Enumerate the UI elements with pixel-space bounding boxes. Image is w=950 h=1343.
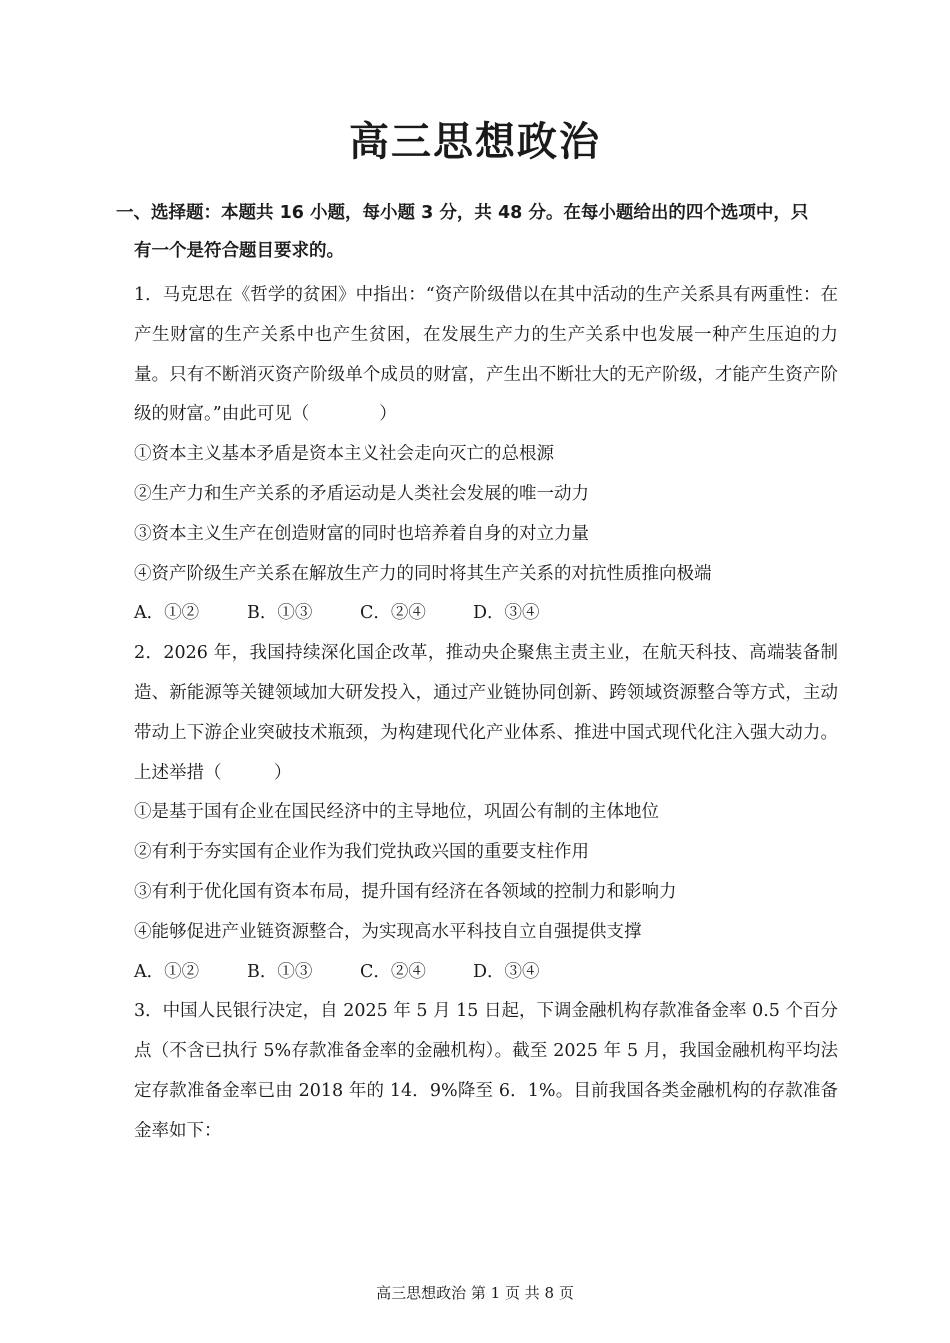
question-1-option-2: ②生产力和生产关系的矛盾运动是人类社会发展的唯一动力 xyxy=(134,483,589,504)
question-3 xyxy=(134,992,838,1151)
choice-a: A．①② xyxy=(134,961,200,982)
choice-d: D．③④ xyxy=(473,603,540,624)
question-1-stem: 1．马克思在《哲学的贫困》中指出：“资产阶级借以在其中活动的生产关系具有两重性：在产生财富的生产关系中也产生贫困，在发展生产力的生产关系中也发展一种产生压迫的力量。只有不断消灭资产阶级单个成员的财富，产生出不断壮大的无产阶级，才能产生资产阶级的财富。”由此可见（ ） xyxy=(134,285,838,425)
choice-b: B．①③ xyxy=(247,961,313,982)
question-1 xyxy=(134,276,838,634)
section-header xyxy=(116,194,846,270)
question-1-choices xyxy=(134,594,838,634)
choice-b: B．①③ xyxy=(247,603,313,624)
question-2-option-3: ③有利于优化国有资本布局，提升国有经济在各领域的控制力和影响力 xyxy=(134,881,677,902)
question-2-option-4: ④能够促进产业链资源整合，为实现高水平科技自立自强提供支撑 xyxy=(134,921,642,942)
choice-c: C．②④ xyxy=(360,961,426,982)
choice-d: D．③④ xyxy=(473,961,540,982)
question-1-option-4: ④资产阶级生产关系在解放生产力的同时将其生产关系的对抗性质推向极端 xyxy=(134,563,712,584)
question-2-option-1: ①是基于国有企业在国民经济中的主导地位，巩固公有制的主体地位 xyxy=(134,802,659,823)
question-3-stem: 3．中国人民银行决定，自 2025 年 5 月 15 日起，下调金融机构存款准备金率 0.5 个百分点（不含已执行 5%存款准备金率的金融机构）。截至 2025 年 5 月，我国金融机构平均法定存款准备金率已由 2018 年的 14．9%降至 6．1%。目前我国各类金融机构的存款准备金率如下： xyxy=(134,1001,838,1141)
page-footer: 高三思想政治 第 1 页 共 8 页 xyxy=(376,1284,574,1302)
question-1-option-1: ①资本主义基本矛盾是资本主义社会走向灭亡的总根源 xyxy=(134,444,554,465)
page-title: 高三思想政治 xyxy=(349,119,601,165)
section-header-line2: 有一个是符合题目要求的。 xyxy=(134,241,344,261)
question-2-stem: 2．2026 年，我国持续深化国企改革，推动央企聚焦主责主业，在航天科技、高端装备制造、新能源等关键领域加大研发投入，通过产业链协同创新、跨领域资源整合等方式，主动带动上下游企业突破技术瓶颈，为构建现代化产业体系、推进中国式现代化注入强大动力。上述举措（ ） xyxy=(134,643,838,783)
question-2-option-2: ②有利于夯实国有企业作为我们党执政兴国的重要支柱作用 xyxy=(134,842,589,863)
question-2 xyxy=(134,634,838,992)
choice-a: A．①② xyxy=(134,603,200,624)
question-2-choices xyxy=(134,953,838,993)
choice-c: C．②④ xyxy=(360,603,426,624)
question-1-option-3: ③资本主义生产在创造财富的同时也培养着自身的对立力量 xyxy=(134,523,589,544)
question-list xyxy=(134,276,838,1152)
section-header-line1: 一、选择题：本题共 16 小题，每小题 3 分，共 48 分。在每小题给出的四个选项中，只 xyxy=(116,203,809,223)
